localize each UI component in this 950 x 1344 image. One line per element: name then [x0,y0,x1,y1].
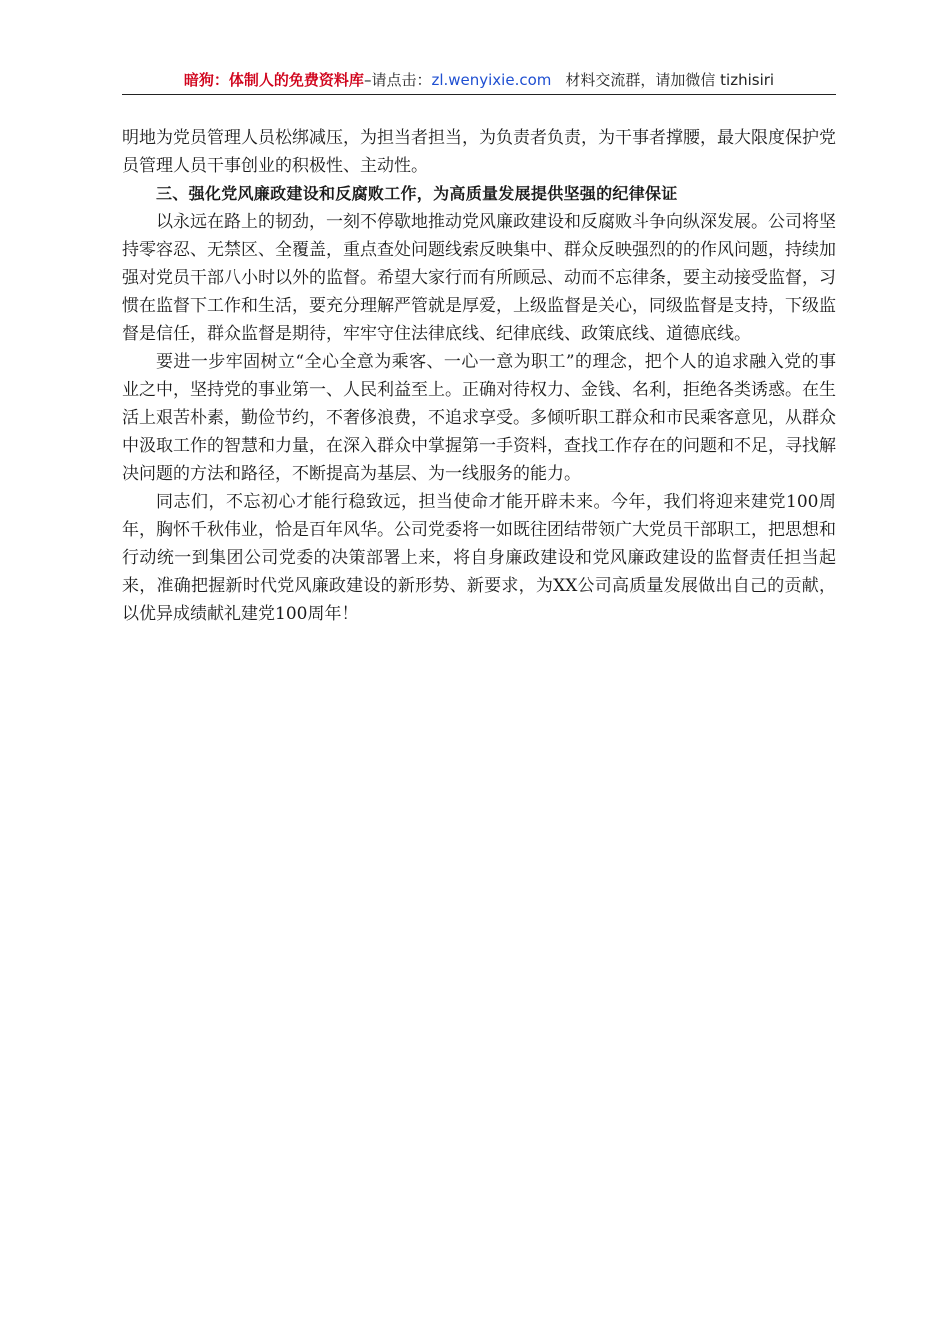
header-url-link[interactable]: zl.wenyixie.com [431,71,552,89]
body-paragraph: 以永远在路上的韧劲，一刻不停歇地推动党风廉政建设和反腐败斗争向纵深发展。公司将坚持零容忍、无禁区、全覆盖，重点查处问题线索反映集中、群众反映强烈的的作风问题，持续加强对党员干部八小时以外的监督。希望大家行而有所顾忌、动而不忘律条，要主动接受监督，习惯在监督下工作和生活，要充分理解严管就是厚爱，上级监督是关心，同级监督是支持，下级监督是信任，群众监督是期待，牢牢守住法律底线、纪律底线、政策底线、道德底线。 [122,212,836,344]
body-paragraph: 同志们，不忘初心才能行稳致远，担当使命才能开辟未来。今年，我们将迎来建党100周年，胸怀千秋伟业，恰是百年风华。公司党委将一如既往团结带领广大党员干部职工，把思想和行动统一到集团公司党委的决策部署上来，将自身廉政建设和党风廉政建设的监督责任担当起来，准确把握新时代党风廉政建设的新形势、新要求，为XX公司高质量发展做出自己的贡献，以优异成绩献礼建党100周年！ [122,492,836,624]
page-header [122,66,836,95]
header-site-name: 暗狗：体制人的免费资料库 [183,71,364,89]
section-heading: 三、强化党风廉政建设和反腐败工作，为高质量发展提供坚强的纪律保证 [156,184,678,203]
header-prompt: –请点击： [363,71,432,89]
continued-paragraph: 明地为党员管理人员松绑减压，为担当者担当，为负责者负责，为干事者撑腰，最大限度保护党员管理人员干事创业的积极性、主动性。 [122,128,836,176]
document-body [122,124,836,628]
header-wechat-note: 材料交流群，请加微信 tizhisiri [565,71,775,89]
body-paragraph: 要进一步牢固树立“全心全意为乘客、一心一意为职工”的理念，把个人的追求融入党的事业之中，坚持党的事业第一、人民利益至上。正确对待权力、金钱、名利，拒绝各类诱惑。在生活上艰苦朴素，勤俭节约，不奢侈浪费，不追求享受。多倾听职工群众和市民乘客意见，从群众中汲取工作的智慧和力量，在深入群众中掌握第一手资料，查找工作存在的问题和不足，寻找解决问题的方法和路径，不断提高为基层、为一线服务的能力。 [122,352,836,484]
